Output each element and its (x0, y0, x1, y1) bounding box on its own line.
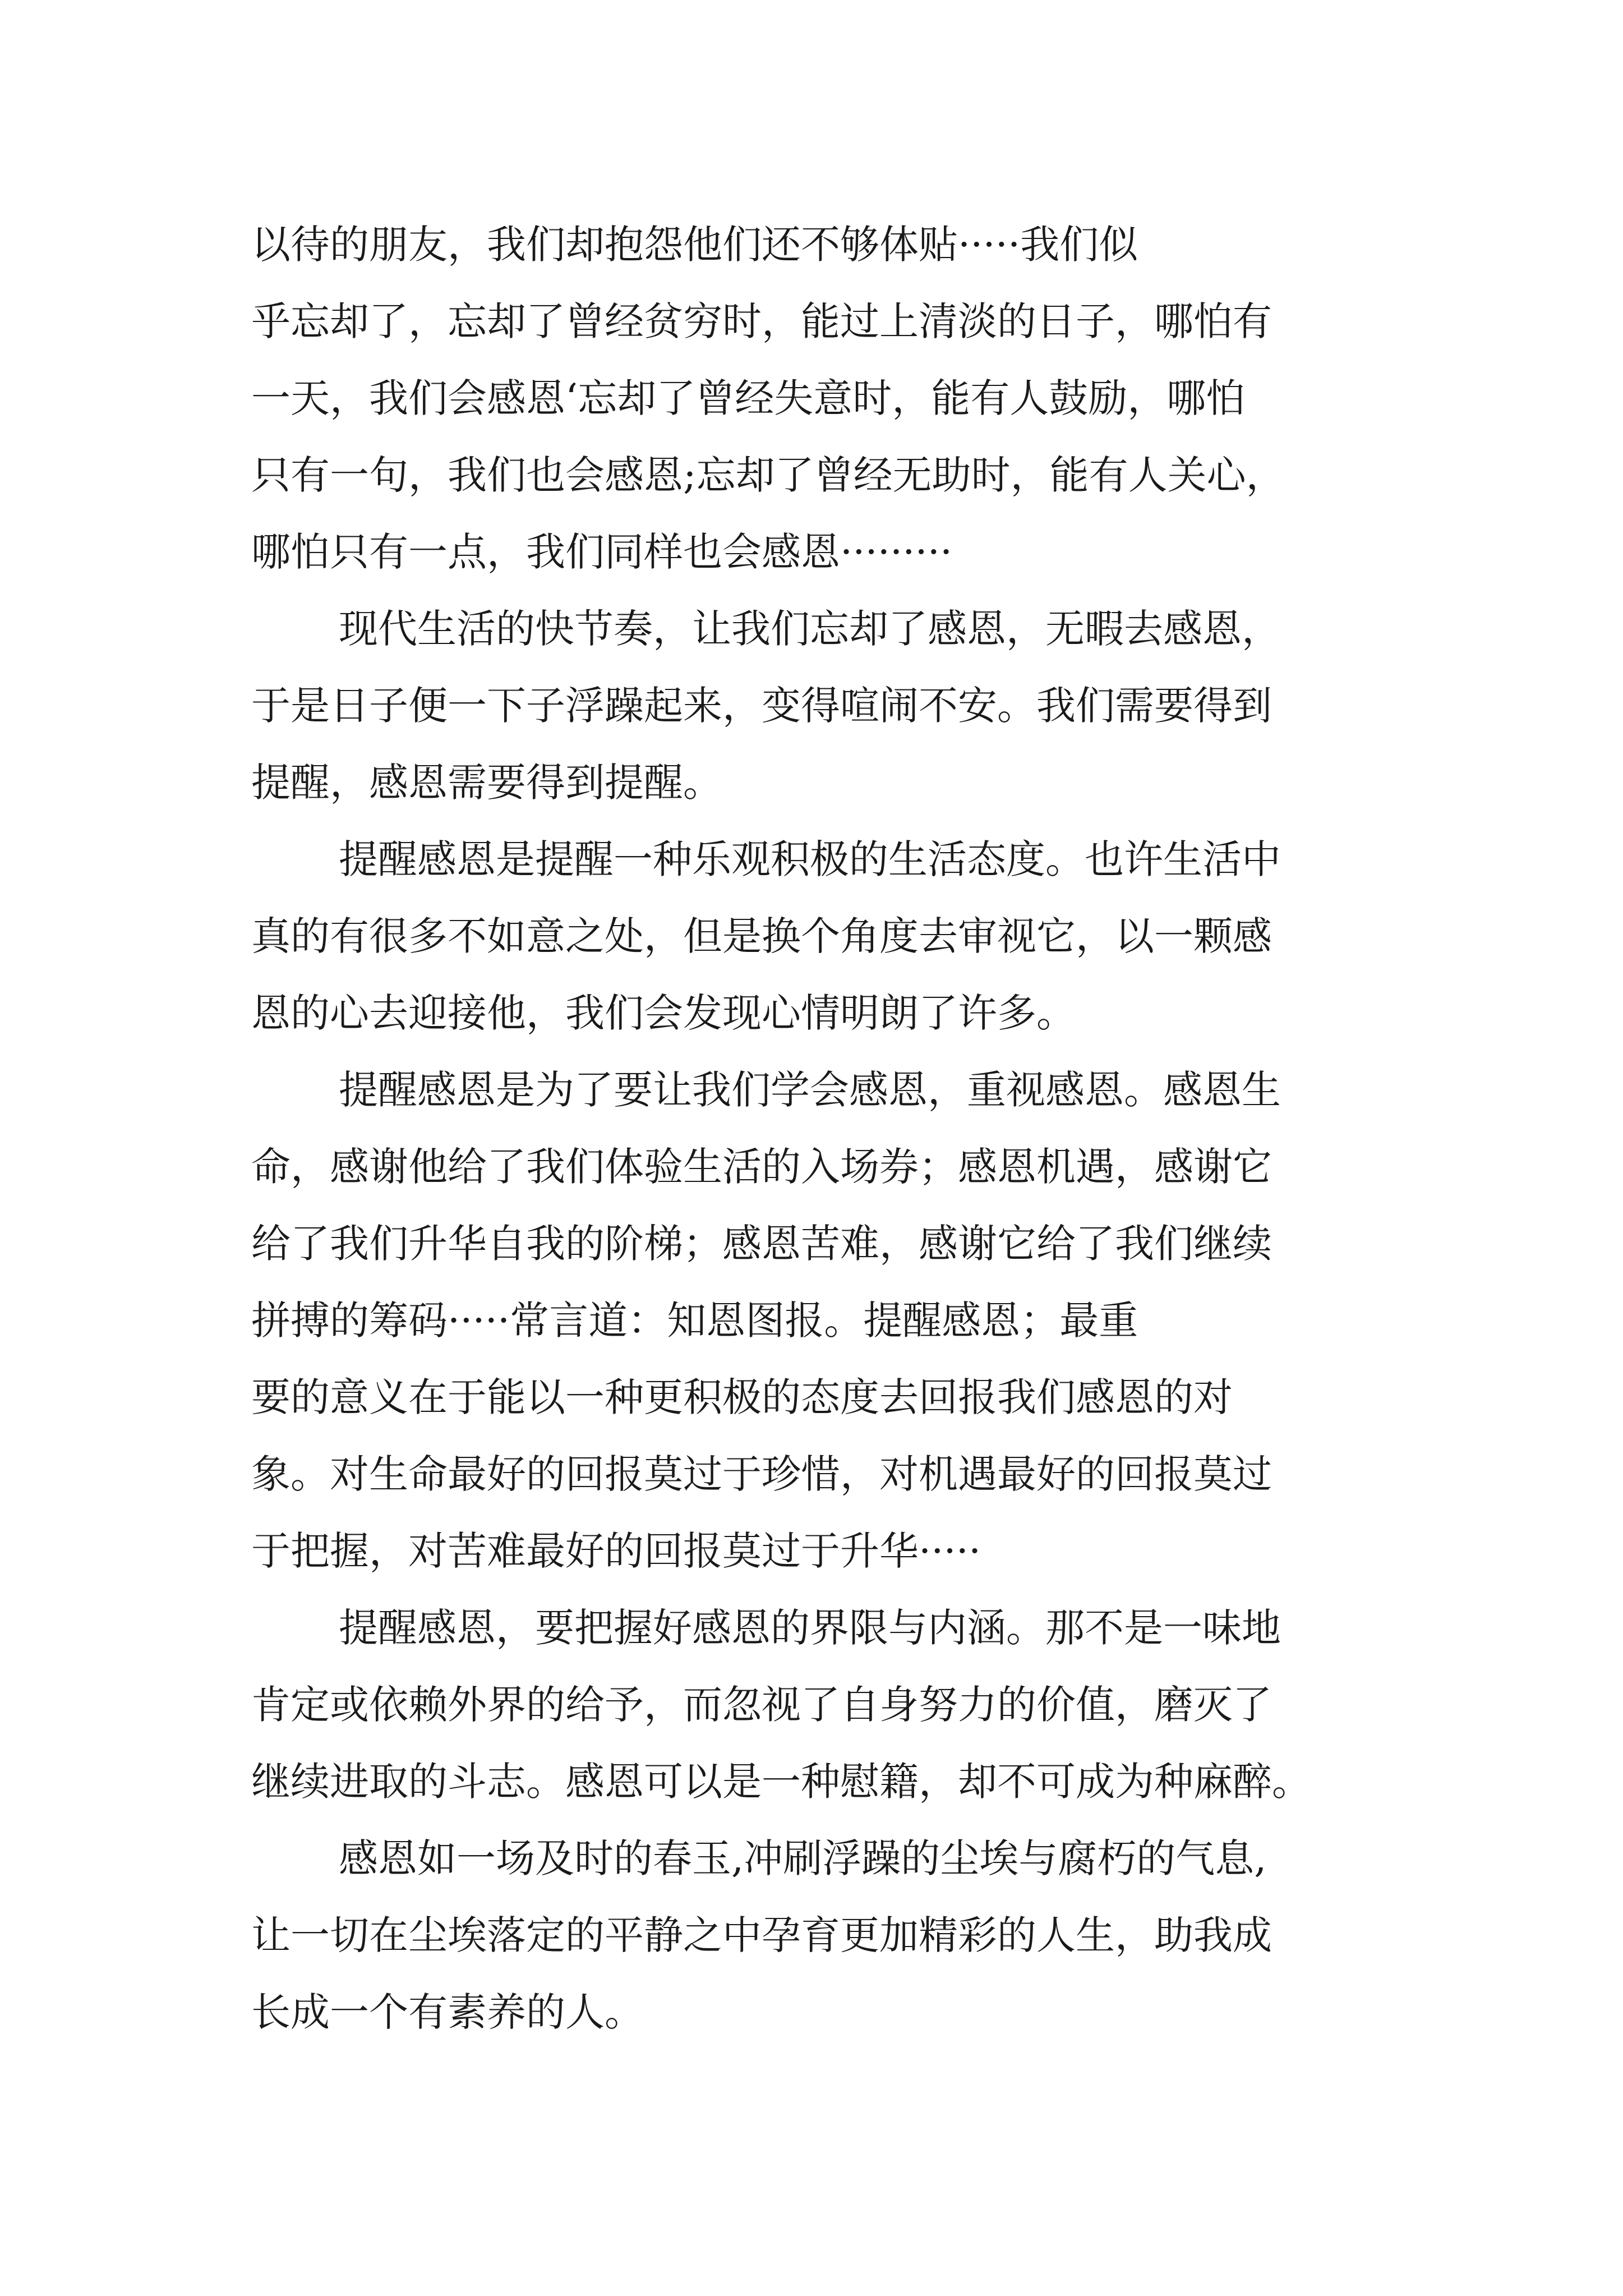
paragraph-4 (251, 1052, 1396, 1590)
text-line: 于把握，对苦难最好的回报莫过于升华····· (251, 1528, 981, 1574)
text-line: 一天，我们会感恩‘忘却了曾经失意时，能有人鼓励，哪怕 (251, 375, 1246, 421)
text-line: 只有一句，我们也会感恩;忘却了曾经无助时，能有人关心， (251, 452, 1285, 498)
text-line: 要的意义在于能以一种更积极的态度去回报我们感恩的对 (251, 1374, 1233, 1420)
text-line: 给了我们升华自我的阶梯；感恩苦难，感谢它给了我们继续 (251, 1221, 1272, 1267)
paragraph-6 (251, 1820, 1396, 2051)
text-line: 恩的心去迎接他，我们会发现心情明朗了许多。 (251, 990, 1076, 1036)
text-line: 提醒感恩，要把握好感恩的界限与内涵。那不是一味地 (339, 1605, 1281, 1651)
paragraph-2 (251, 591, 1396, 821)
text-line: 真的有很多不如意之处，但是换个角度去审视它，以一颗感 (251, 913, 1272, 959)
text-line: 象。对生命最好的回报莫过于珍惜，对机遇最好的回报莫过 (251, 1451, 1272, 1497)
text-line: 乎忘却了，忘却了曾经贫穷时，能过上清淡的日子，哪怕有 (251, 298, 1272, 344)
text-line: 肯定或依赖外界的给予，而忽视了自身努力的价值，磨灭了 (251, 1682, 1272, 1728)
text-line: 长成一个有素养的人。 (251, 1989, 644, 2035)
text-line: 命，感谢他给了我们体验生活的入场券；感恩机遇，感谢它 (251, 1144, 1272, 1190)
text-line: 提醒感恩是为了要让我们学会感恩，重视感恩。感恩生 (339, 1067, 1281, 1113)
text-line: 继续进取的斗志。感恩可以是一种慰籍，却不可成为种麻醉。 (251, 1759, 1311, 1805)
text-line: 拼搏的筹码·····常言道：知恩图报。提醒感恩；最重 (251, 1297, 1138, 1343)
paragraph-1 (251, 206, 1396, 591)
text-line: 提醒感恩是提醒一种乐观积极的生活态度。也许生活中 (339, 836, 1281, 882)
text-line: 哪怕只有一点，我们同样也会感恩········· (251, 529, 953, 575)
text-line: 提醒，感恩需要得到提醒。 (251, 760, 722, 806)
text-line: 感恩如一场及时的春玉,冲刷浮躁的尘埃与腐朽的气息, (339, 1835, 1267, 1881)
paragraph-5 (251, 1590, 1396, 1820)
paragraph-3 (251, 821, 1396, 1052)
text-line: 让一切在尘埃落定的平静之中孕育更加精彩的人生，助我成 (251, 1912, 1272, 1958)
text-line: 于是日子便一下子浮躁起来，变得喧闹不安。我们需要得到 (251, 683, 1272, 729)
document-body (251, 206, 1396, 2051)
text-line: 以待的朋友，我们却抱怨他们还不够体贴·····我们似 (251, 222, 1138, 268)
text-line: 现代生活的快节奏，让我们忘却了感恩，无暇去感恩， (339, 606, 1281, 652)
